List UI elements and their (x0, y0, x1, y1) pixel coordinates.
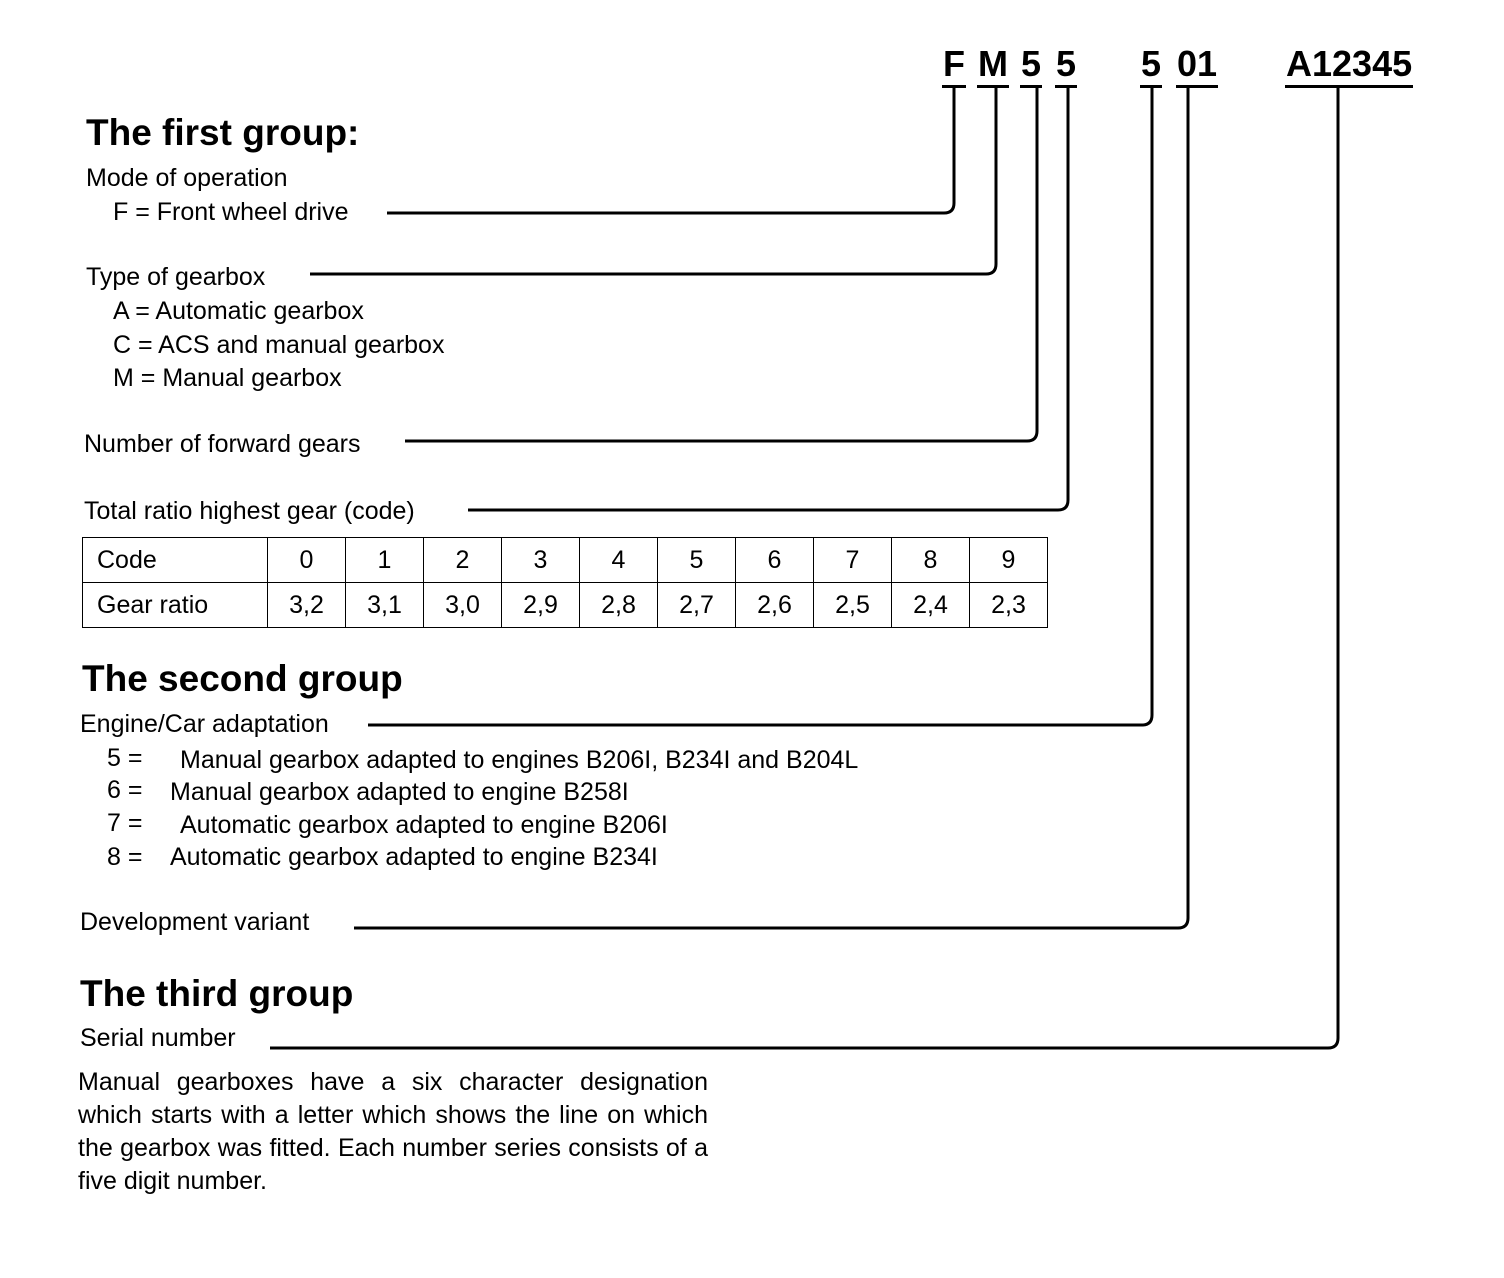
code-cell: 4 (580, 538, 658, 583)
adaptation-code-6: 6 = (107, 776, 143, 804)
designation-char-m: M (977, 44, 1009, 88)
ratio-cell: 2,3 (970, 583, 1048, 628)
ratio-cell: 3,0 (424, 583, 502, 628)
code-row (83, 538, 1048, 583)
designation-char-ratio: 5 (1055, 44, 1077, 88)
forward-gears-label: Number of forward gears (84, 430, 361, 458)
adaptation-code-7: 7 = (107, 809, 143, 837)
designation-char-gears: 5 (1020, 44, 1042, 88)
adaptation-text-7: Automatic gearbox adapted to engine B206I (180, 811, 668, 839)
engine-car-adaptation-label: Engine/Car adaptation (80, 710, 329, 738)
designation-char-f: F (942, 44, 966, 88)
code-cell: 9 (970, 538, 1048, 583)
ratio-cell: 2,8 (580, 583, 658, 628)
connector-gears (405, 88, 1037, 441)
ratio-cell: 2,4 (892, 583, 970, 628)
code-cell: 1 (346, 538, 424, 583)
designation-char-serial: A12345 (1285, 44, 1413, 88)
adaptation-code-5: 5 = (107, 744, 143, 772)
code-cell: 3 (502, 538, 580, 583)
code-cell: 2 (424, 538, 502, 583)
code-cell: 8 (892, 538, 970, 583)
ratio-cell: 2,6 (736, 583, 814, 628)
type-item-a: A = Automatic gearbox (113, 297, 364, 325)
ratio-row-header: Gear ratio (83, 583, 268, 628)
gear-ratio-table (82, 537, 1048, 628)
ratio-cell: 2,7 (658, 583, 736, 628)
ratio-cell: 2,9 (502, 583, 580, 628)
connector-ratio (468, 88, 1068, 510)
second-group-heading: The second group (82, 658, 403, 699)
connector-adaptation (368, 88, 1152, 725)
designation-char-adaptation: 5 (1140, 44, 1162, 88)
ratio-row (83, 583, 1048, 628)
type-item-m: M = Manual gearbox (113, 364, 342, 392)
connector-mode (387, 88, 954, 213)
serial-description-paragraph: Manual gearboxes have a six character designation which starts with a letter which shows the line on which the gearbox was fitted. Each number series consists of a five digit number. (78, 1068, 708, 1195)
total-ratio-label: Total ratio highest gear (code) (84, 497, 415, 525)
code-cell: 6 (736, 538, 814, 583)
ratio-cell: 2,5 (814, 583, 892, 628)
adaptation-code-8: 8 = (107, 843, 143, 871)
type-item-c: C = ACS and manual gearbox (113, 331, 445, 359)
serial-number-label: Serial number (80, 1024, 236, 1052)
adaptation-text-5: Manual gearbox adapted to engines B206I, B234I and B204L (180, 746, 859, 774)
mode-item-f: F = Front wheel drive (113, 198, 349, 226)
ratio-cell: 3,1 (346, 583, 424, 628)
code-cell: 7 (814, 538, 892, 583)
development-variant-label: Development variant (80, 908, 310, 936)
adaptation-text-6: Manual gearbox adapted to engine B258I (170, 778, 629, 806)
adaptation-text-8: Automatic gearbox adapted to engine B234I (170, 843, 658, 871)
first-group-heading: The first group: (86, 112, 360, 153)
code-row-header: Code (83, 538, 268, 583)
designation-char-variant: 01 (1176, 44, 1218, 88)
third-group-heading: The third group (80, 973, 354, 1014)
type-of-gearbox-label: Type of gearbox (86, 263, 266, 291)
ratio-cell: 3,2 (268, 583, 346, 628)
code-cell: 5 (658, 538, 736, 583)
mode-of-operation-label: Mode of operation (86, 164, 288, 192)
code-cell: 0 (268, 538, 346, 583)
connector-type (310, 88, 996, 274)
